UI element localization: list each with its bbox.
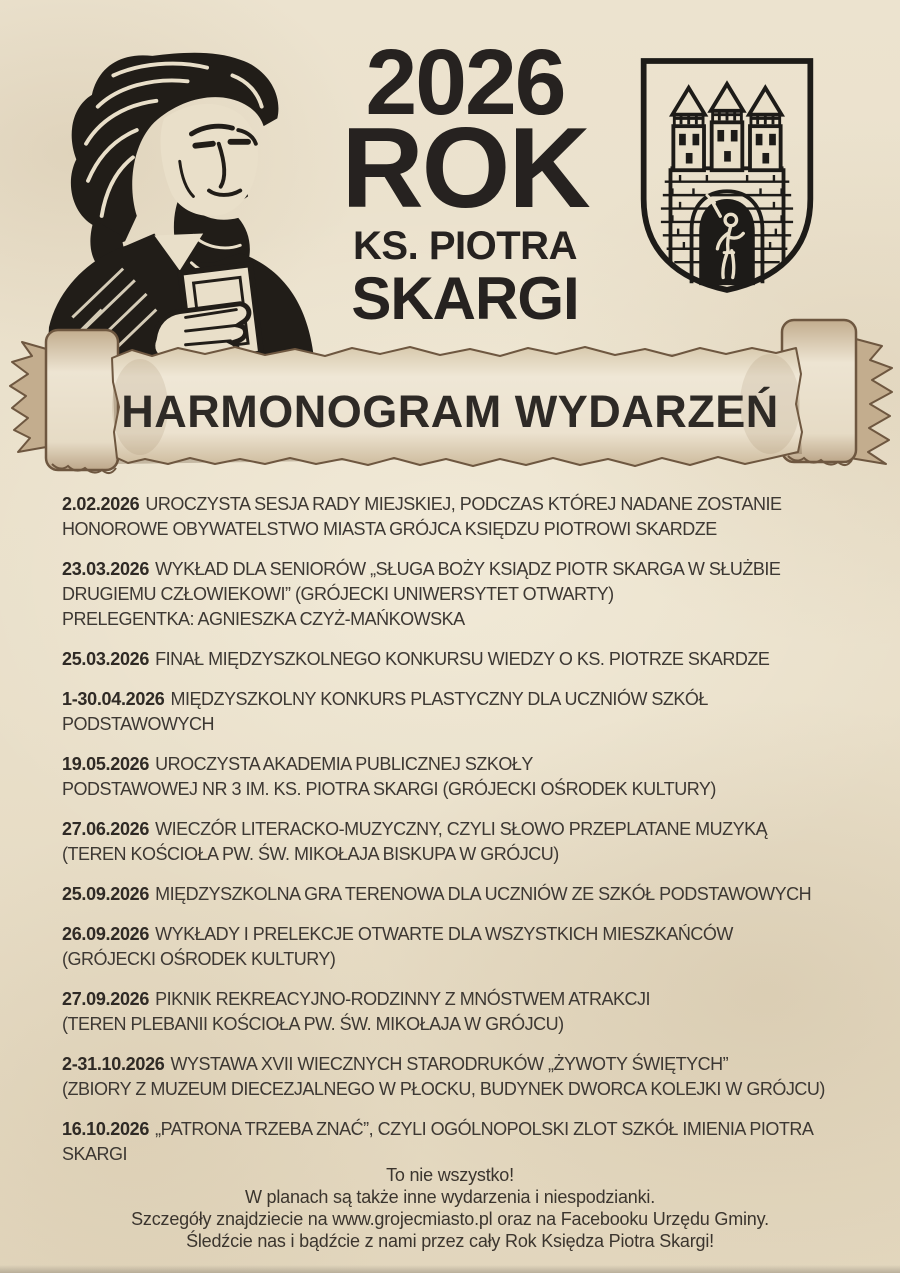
event-date: 25.03.2026	[62, 649, 150, 669]
event-text: UROCZYSTA AKADEMIA PUBLICZNEJ SZKOŁY	[155, 754, 533, 774]
event-date: 27.06.2026	[62, 819, 150, 839]
event-date: 2-31.10.2026	[62, 1054, 165, 1074]
event-item-11	[62, 1117, 882, 1167]
event-text: (ZBIORY Z MUZEUM DIECEZJALNEGO W PŁOCKU, BUDYNEK DWORCA KOLEJKI W GRÓJCU)	[62, 1079, 825, 1099]
event-item-3	[62, 647, 882, 672]
footer-line: Szczegóły znajdziecie na www.grojecmiasto.pl oraz na Facebooku Urzędu Gminy.	[131, 1209, 769, 1229]
event-item-7	[62, 882, 882, 907]
event-date: 16.10.2026	[62, 1119, 150, 1139]
event-text: FINAŁ MIĘDZYSZKOLNEGO KONKURSU WIEDZY O KS. PIOTRZE SKARDZE	[155, 649, 770, 669]
event-text: MIĘDZYSZKOLNY KONKURS PLASTYCZNY DLA UCZNIÓW SZKÓŁ	[170, 689, 708, 709]
event-date: 23.03.2026	[62, 559, 150, 579]
event-text: (TEREN KOŚCIOŁA PW. ŚW. MIKOŁAJA BISKUPA W GRÓJCU)	[62, 844, 559, 864]
title-year: 2026	[365, 30, 565, 134]
event-date: 1-30.04.2026	[62, 689, 165, 709]
events-list	[62, 492, 882, 1182]
title-rok: ROK	[341, 105, 589, 233]
event-date: 27.09.2026	[62, 989, 150, 1009]
event-text: DRUGIEMU CZŁOWIEKOWI” (GRÓJECKI UNIWERSYTET OTWARTY)	[62, 584, 614, 604]
title-skargi: SKARGI	[351, 265, 579, 333]
poster-title	[322, 30, 608, 333]
title-ks-piotra: KS. PIOTRA	[353, 224, 577, 269]
banner-title: HARMONOGRAM WYDARZEŃ	[121, 386, 779, 437]
footer-line: To nie wszystko!	[386, 1165, 514, 1185]
event-item-6	[62, 817, 882, 867]
event-date: 19.05.2026	[62, 754, 150, 774]
event-text: MIĘDZYSZKOLNA GRA TERENOWA DLA UCZNIÓW ZE SZKÓŁ PODSTAWOWYCH	[155, 884, 812, 904]
footer-line: Śledźcie nas i bądźcie z nami przez cały Rok Księdza Piotra Skargi!	[186, 1231, 714, 1251]
event-text: WIECZÓR LITERACKO-MUZYCZNY, CZYLI SŁOWO PRZEPLATANE MUZYKĄ	[155, 819, 768, 839]
event-item-10	[62, 1052, 882, 1102]
event-item-4	[62, 687, 882, 737]
event-text: (GRÓJECKI OŚRODEK KULTURY)	[62, 949, 336, 969]
event-item-5	[62, 752, 882, 802]
event-text: SKARGI	[62, 1144, 128, 1164]
bottom-edge-shadow	[0, 1265, 900, 1273]
event-text: WYKŁADY I PRELEKCJE OTWARTE DLA WSZYSTKICH MIESZKAŃCÓW	[155, 924, 733, 944]
event-text: PRELEGENTKA: AGNIESZKA CZYŻ-MAŃKOWSKA	[62, 609, 465, 629]
event-text: (TEREN PLEBANII KOŚCIOŁA PW. ŚW. MIKOŁAJA W GRÓJCU)	[62, 1014, 564, 1034]
event-text: PIKNIK REKREACYJNO-RODZINNY Z MNÓSTWEM ATRAKCJI	[155, 989, 650, 1009]
event-item-8	[62, 922, 882, 972]
event-text: HONOROWE OBYWATELSTWO MIASTA GRÓJCA KSIĘDZU PIOTROWI SKARDZE	[62, 519, 717, 539]
event-date: 2.02.2026	[62, 494, 140, 514]
grojec-coat-of-arms-icon	[636, 52, 818, 298]
event-date: 26.09.2026	[62, 924, 150, 944]
event-text: WYKŁAD DLA SENIORÓW „SŁUGA BOŻY KSIĄDZ PIOTR SKARGA W SŁUŻBIE	[155, 559, 781, 579]
event-item-9	[62, 987, 882, 1037]
event-date: 25.09.2026	[62, 884, 150, 904]
event-item-2	[62, 557, 882, 632]
event-text: „PATRONA TRZEBA ZNAĆ”, CZYLI OGÓLNOPOLSKI ZLOT SZKÓŁ IMIENIA PIOTRA	[155, 1119, 814, 1139]
footer-line: W planach są także inne wydarzenia i niespodzianki.	[244, 1187, 656, 1207]
footer-note	[0, 1164, 900, 1252]
event-text: PODSTAWOWEJ NR 3 IM. KS. PIOTRA SKARGI (GRÓJECKI OŚRODEK KULTURY)	[62, 779, 716, 799]
event-item-1	[62, 492, 882, 542]
event-text: PODSTAWOWYCH	[62, 714, 214, 734]
event-text: UROCZYSTA SESJA RADY MIEJSKIEJ, PODCZAS KTÓREJ NADANE ZOSTANIE	[145, 494, 782, 514]
event-text: WYSTAWA XVII WIECZNYCH STARODRUKÓW „ŻYWOTY ŚWIĘTYCH”	[170, 1054, 729, 1074]
